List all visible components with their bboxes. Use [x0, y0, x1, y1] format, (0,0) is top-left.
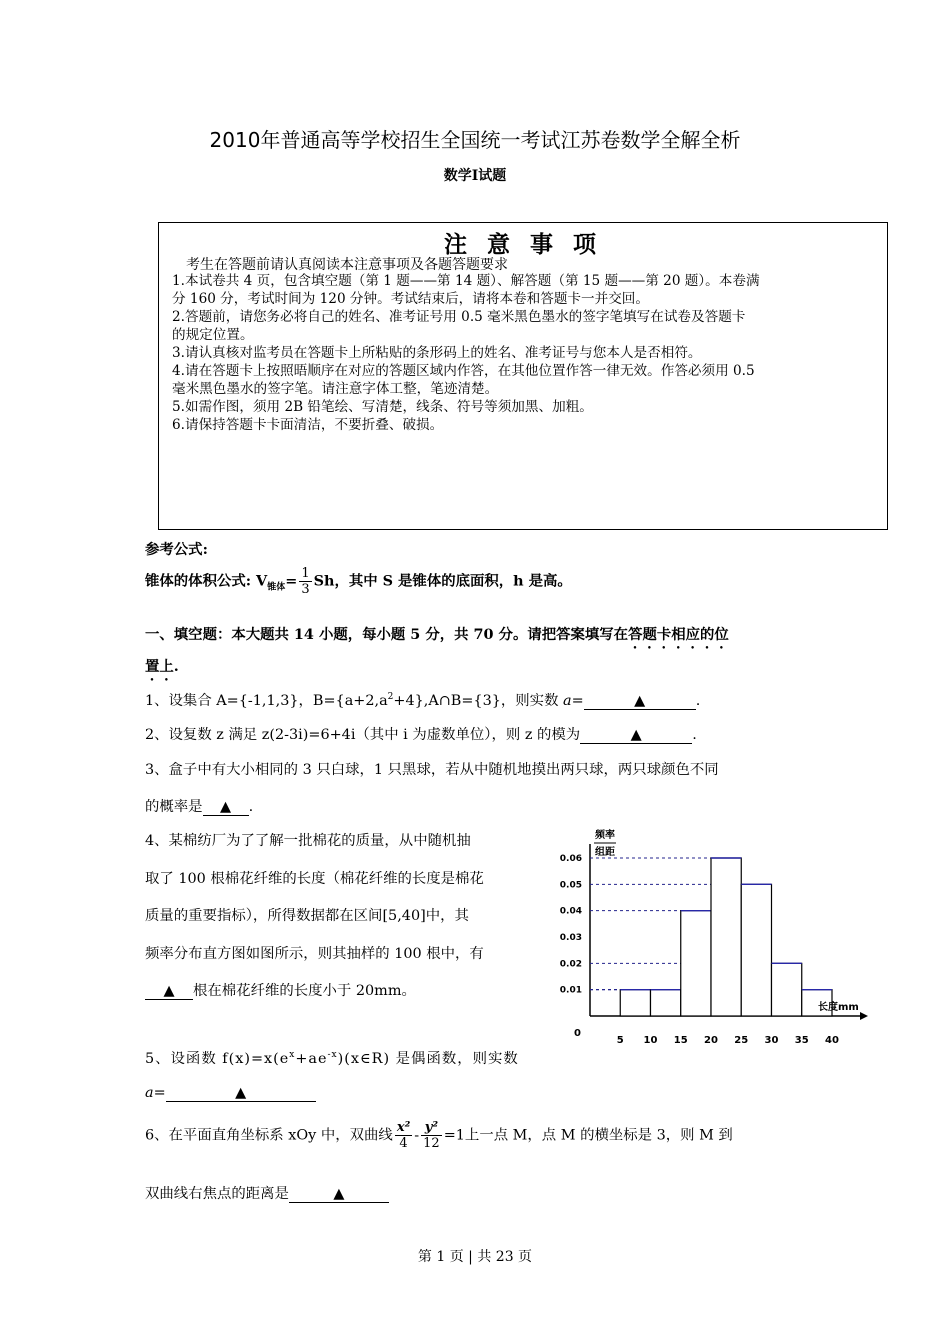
x-tick-label: 35	[794, 1035, 809, 1046]
q1-eq: =	[571, 693, 584, 709]
q6-text-3: 双曲线右焦点的距离是	[145, 1186, 289, 1202]
fraction-denominator: 12	[423, 1136, 440, 1151]
notice-line: 2.答题前，请您务必将自己的姓名、准考证号用 0.5 毫米黑色墨水的签字笔填写在试卷及答题卡	[172, 309, 746, 325]
y-tick-label: 0.06	[559, 854, 582, 864]
formula-heading: 参考公式:	[145, 541, 208, 558]
q1-sup: 2	[387, 692, 394, 703]
q1-variable: a	[563, 693, 572, 709]
fraction-denominator: 4	[399, 1136, 408, 1151]
q4-answer-blank[interactable]: ▲	[145, 983, 193, 1000]
q3-answer-blank[interactable]: ▲	[203, 799, 249, 816]
y-tick-label: 0.01	[559, 985, 582, 996]
q6-fraction-2	[421, 1120, 442, 1151]
question-5-line1	[145, 1047, 519, 1068]
section1-line1	[145, 623, 729, 652]
section1-emphasis: 答题卡相应的位	[628, 626, 729, 643]
formula-line	[145, 566, 572, 597]
question-3-line1: 3、盒子中有大小相同的 3 只白球，1 只黑球，若从中随机地摸出两只球，两只球颜色不同	[145, 762, 719, 778]
q6-minus: -	[414, 1127, 420, 1144]
fraction-numerator: 1	[301, 566, 310, 581]
section1-line2	[145, 655, 179, 684]
question-6-line2	[145, 1182, 389, 1203]
formula-suffix: Sh，其中 S 是锥体的底面积，h 是高。	[313, 572, 572, 590]
formula-fraction	[299, 566, 311, 597]
x-tick-label: 10	[643, 1035, 658, 1046]
q2-text: 2、设复数 z 满足 z(2-3i)=6+4i（其中 i 为虚数单位），则 z 的模为	[145, 727, 581, 743]
notice-line: 5.如需作图，须用 2B 铅笔绘、写清楚，线条、符号等须加黑、加粗。	[172, 399, 593, 415]
document-title: 2010年普通高等学校招生全国统一考试江苏卷数学全解全析	[209, 128, 741, 152]
x-axis-arrow	[860, 1012, 868, 1020]
notice-line: 6.请保持答题卡卡面清洁，不要折叠、破损。	[172, 417, 444, 433]
histogram-bar	[772, 963, 802, 1016]
y-tick-label: 0.03	[559, 933, 582, 943]
question-4-line: 质量的重要指标），所得数据都在区间[5,40]中，其	[145, 908, 469, 924]
section1-text: 一、填空题：本大题共 14 小题，每小题 5 分，共 70 分。请把答案填写在	[145, 626, 629, 643]
y-tick-label: 0.02	[559, 959, 582, 970]
question-4-line: 取了 100 根棉花纤维的长度（棉花纤维的长度是棉花	[145, 871, 484, 887]
question-5-line2	[145, 1085, 316, 1102]
q6-fraction-1	[395, 1120, 412, 1151]
question-2	[145, 723, 697, 744]
frequency-histogram	[550, 822, 870, 1062]
fraction-numerator: x²	[396, 1120, 411, 1135]
q6-text-2: 上一点 M，点 M 的横坐标是 3，则 M 到	[464, 1127, 733, 1144]
notice-line: 4.请在答题卡上按照晤顺序在对应的答题区域内作答，在其他位置作答一律无效。作答必须用 0.5	[172, 363, 755, 379]
fraction-denominator: 3	[301, 582, 310, 597]
histogram-bar	[651, 990, 681, 1016]
notice-line: 1.本试卷共 4 页，包含填空题（第 1 题——第 14 题）、解答题（第 15 题——第 20 题）。本卷满	[172, 273, 760, 289]
formula-prefix: 锥体的体积公式: V	[145, 572, 268, 590]
q5-answer-blank[interactable]: ▲	[166, 1085, 316, 1102]
x-tick-label: 30	[764, 1035, 779, 1046]
histogram-bar	[741, 884, 771, 1016]
q5-text: 5、设函数 f(x)=x(e	[145, 1051, 290, 1067]
y-label-bottom: 组距	[595, 847, 615, 858]
q1-end: .	[695, 693, 701, 709]
x-tick-label: 40	[825, 1035, 839, 1046]
formula-eq: =	[285, 572, 298, 590]
q5-sup: x	[289, 1050, 296, 1061]
q2-end: .	[692, 727, 697, 743]
x-tick-label: 25	[734, 1035, 749, 1046]
notice-lines	[172, 272, 884, 434]
question-4-line: 4、某棉纺厂为了了解一批棉花的质量，从中随机抽	[145, 833, 471, 849]
q5-eq: =	[153, 1085, 166, 1101]
notice-heading: 注 意 事 项	[443, 232, 603, 258]
histogram-bar	[711, 858, 741, 1016]
q5-text-3: )(x∈R) 是偶函数，则实数	[337, 1051, 519, 1067]
q5-variable: a	[145, 1085, 154, 1101]
fraction-numerator: y²	[421, 1120, 442, 1136]
x-tick-label: 5	[616, 1035, 624, 1046]
notice-line: 的规定位置。	[172, 327, 254, 343]
x-tick-label: 20	[704, 1035, 718, 1046]
q6-text: 6、在平面直角坐标系 xOy 中，双曲线	[145, 1127, 393, 1144]
q3-text: 的概率是	[145, 799, 203, 815]
notice-intro: 考生在答题前请认真阅读本注意事项及各题答题要求	[186, 257, 508, 273]
q2-answer-blank[interactable]: ▲	[580, 727, 692, 744]
question-4-line5	[145, 979, 416, 1000]
q6-answer-blank[interactable]: ▲	[289, 1186, 389, 1203]
question-3-line2	[145, 795, 253, 816]
x-axis-label: 长度mm	[818, 1002, 859, 1013]
question-4-line: 频率分布直方图如图所示，则其抽样的 100 根中，有	[145, 946, 484, 962]
q6-eq: =1	[443, 1127, 465, 1144]
q1-text: 1、设集合 A={-1,1,3}，B={a+2,a	[145, 693, 388, 709]
formula-sub: 锥体	[267, 582, 286, 593]
histogram-bar	[620, 990, 650, 1016]
section1-end: .	[173, 658, 179, 675]
q3-end: .	[248, 799, 254, 815]
q5-sup-2: -x	[327, 1050, 338, 1061]
notice-line: 分 160 分，考试时间为 120 分钟。考试结束后，请将本卷和答题卡一并交回。	[172, 291, 649, 307]
q5-text-2: +ae	[295, 1051, 328, 1067]
page-footer: 第 1 页 | 共 23 页	[417, 1249, 533, 1265]
question-6-line1	[145, 1120, 733, 1151]
notice-line: 毫米黑色墨水的签字笔。请注意字体工整，笔迹清楚。	[172, 381, 499, 397]
histogram-bar	[681, 911, 711, 1016]
section1-emphasis-2: 置上	[145, 658, 174, 675]
document-subtitle: 数学Ⅰ试题	[443, 168, 507, 184]
q4-text: 根在棉花纤维的长度小于 20mm。	[193, 983, 416, 999]
y-tick-label: 0.04	[559, 906, 582, 917]
notice-line: 3.请认真核对监考员在答题卡上所粘贴的条形码上的姓名、准考证号与您本人是否相符。	[172, 345, 702, 361]
y-label-top: 频率	[595, 830, 615, 841]
origin-label: 0	[574, 1028, 581, 1039]
question-1	[145, 689, 700, 710]
y-tick-label: 0.05	[559, 880, 582, 891]
q1-answer-blank[interactable]: ▲	[584, 693, 696, 710]
x-tick-label: 15	[673, 1035, 688, 1046]
q1-text-2: +4},A∩B={3}，则实数	[393, 693, 564, 709]
